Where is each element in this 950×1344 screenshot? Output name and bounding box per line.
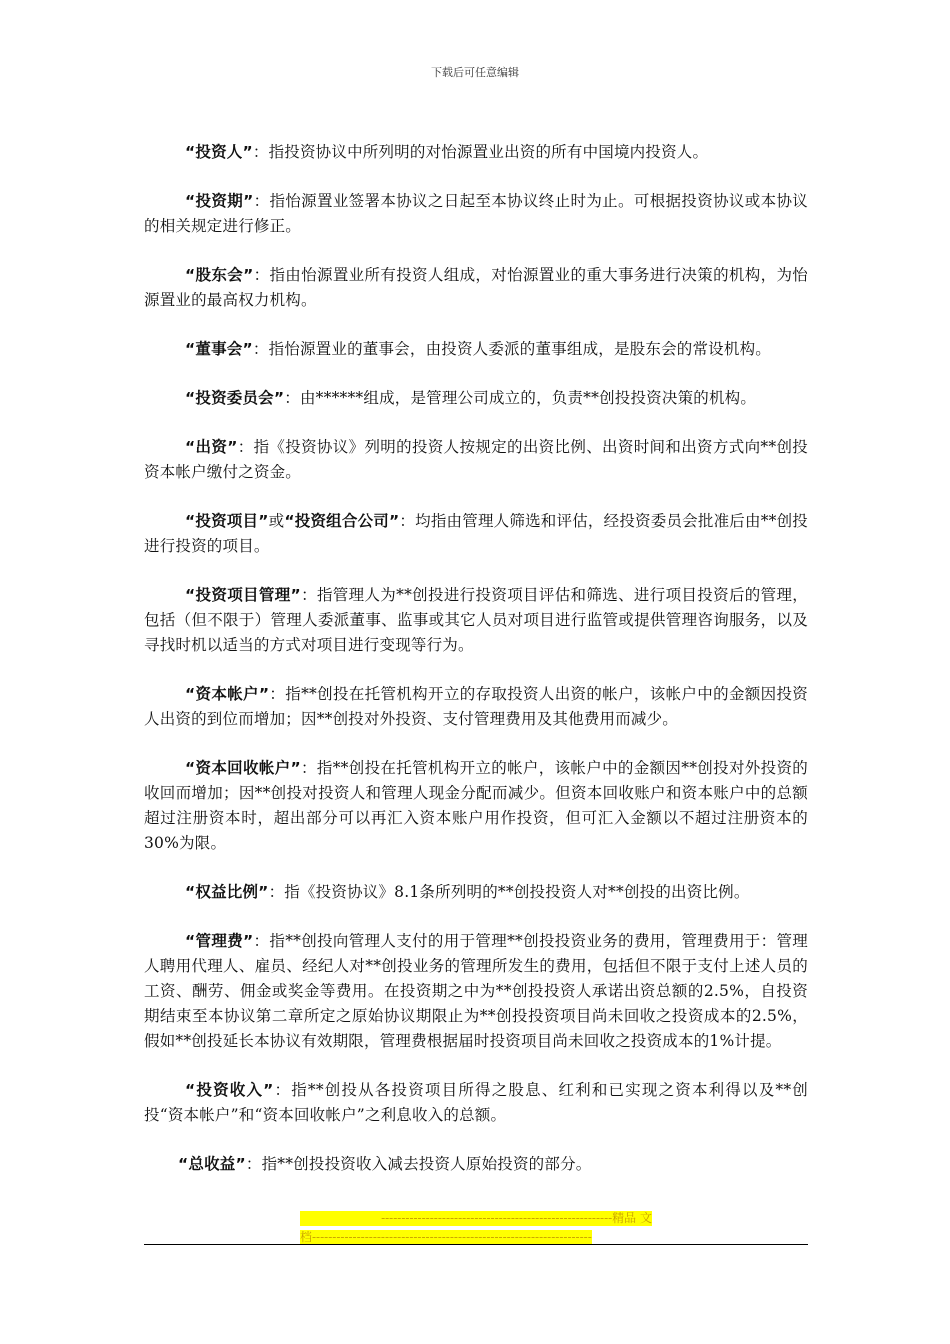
- term: “总收益”: [178, 1155, 246, 1173]
- footer-rule: [144, 1244, 808, 1245]
- definition-total-return: “总收益”：指**创投投资收入减去投资人原始投资的部分。: [178, 1155, 592, 1173]
- definition-text: 指怡源置业的董事会，由投资人委派的董事组成，是股东会的常设机构。: [268, 340, 771, 358]
- term: “投资收入”: [185, 1081, 274, 1099]
- definition-text: 指**创投投资收入减去投资人原始投资的部分。: [261, 1155, 592, 1173]
- definition-text: 指由怡源置业所有投资人组成，对怡源置业的重大事务进行决策的机构，为怡源置业的最高权力机构。: [144, 266, 809, 309]
- term: “投资项目”: [185, 512, 269, 530]
- definition-capital-account: “资本帐户”：指**创投在托管机构开立的存取投资人出资的帐户，该帐户中的金额因投资人出资的到位而增加；因**创投对外投资、支付管理费用及其他费用而减少。: [144, 685, 809, 728]
- definition-text: 指投资协议中所列明的对怡源置业出资的所有中国境内投资人。: [268, 143, 709, 161]
- term: “管理费”: [185, 932, 254, 950]
- term: “资本帐户”: [185, 685, 270, 703]
- definition-text: 指《投资协议》8.1条所列明的**创投投资人对**创投的出资比例。: [284, 883, 750, 901]
- definition-text: 指怡源置业签署本协议之日起至本协议终止时为止。可根据投资协议或本协议的相关规定进行修正。: [144, 192, 809, 235]
- definition-shareholders-meeting: “股东会”：指由怡源置业所有投资人组成，对怡源置业的重大事务进行决策的机构，为怡源置业的最高权力机构。: [144, 266, 809, 309]
- definition-capital-recovery-account: “资本回收帐户”：指**创投在托管机构开立的帐户，该帐户中的金额因**创投对外投资的收回而增加；因**创投对投资人和管理人现金分配而减少。但资本回收账户和资本账户中的总额超过注册资本时，超出部分可以再汇入资本账户用作投资，但可汇入金额以不超过注册资本的30%为限。: [144, 759, 808, 852]
- definition-investment-income: “投资收入”：指**创投从各投资项目所得之股息、红利和已实现之资本利得以及**创投“资本帐户”和“资本回收帐户”之利息收入的总额。: [144, 1081, 809, 1124]
- definition-equity-ratio: “权益比例”：指《投资协议》8.1条所列明的**创投投资人对**创投的出资比例。: [185, 883, 750, 901]
- term: “出资”: [185, 438, 238, 456]
- page-header: 下载后可任意编辑: [431, 66, 519, 79]
- definition-text: 指**创投在托管机构开立的帐户，该帐户中的金额因**创投对外投资的收回而增加；因**创投对投资人和管理人现金分配而减少。但资本回收账户和资本账户中的总额超过注册资本时，超出部分可以再汇入资本账户用作投资，但可汇入金额以不超过注册资本的30%为限。: [144, 759, 808, 852]
- definition-investor: “投资人”：指投资协议中所列明的对怡源置业出资的所有中国境内投资人。: [185, 143, 709, 161]
- definition-investment-period: “投资期”：指怡源置业签署本协议之日起至本协议终止时为止。可根据投资协议或本协议的相关规定进行修正。: [144, 192, 809, 235]
- definition-project-management: “投资项目管理”：指管理人为**创投进行投资项目评估和筛选、进行项目投资后的管理，包括（但不限于）管理人委派董事、监事或其它人员对项目进行监管或提供管理咨询服务，以及寻找时机以适当的方式对项目进行变现等行为。: [144, 586, 808, 654]
- definition-text: 指**创投从各投资项目所得之股息、红利和已实现之资本利得以及**创投“资本帐户”和“资本回收帐户”之利息收入的总额。: [144, 1081, 809, 1124]
- definition-text: 指管理人为**创投进行投资项目评估和筛选、进行项目投资后的管理，包括（但不限于）管理人委派董事、监事或其它人员对项目进行监管或提供管理咨询服务，以及寻找时机以适当的方式对项目进行变现等行为。: [144, 586, 808, 654]
- footer-line-2: 档---------------------------------------------------------------------: [300, 1230, 592, 1244]
- term: “投资期”: [185, 192, 254, 210]
- term: “资本回收帐户”: [185, 759, 301, 777]
- definition-text: 由******组成，是管理公司成立的，负责**创投投资决策的机构。: [299, 389, 757, 407]
- footer-line-1: ---------------------------------------------------------精品 文: [300, 1211, 652, 1226]
- term: “投资组合公司”: [284, 512, 400, 530]
- definition-capital-contribution: “出资”：指《投资协议》列明的投资人按规定的出资比例、出资时间和出资方式向**创投资本帐户缴付之资金。: [144, 438, 808, 481]
- definition-management-fee: “管理费”：指**创投向管理人支付的用于管理**创投投资业务的费用，管理费用于：管理人聘用代理人、雇员、经纪人对**创投业务的管理所发生的费用，包括但不限于支付上述人员的工资、酬劳、佣金或奖金等费用。在投资期之中为**创投投资人承诺出资总额的2.5%，自投资期结束至本协议第二章所定之原始协议期限止为**创投投资项目尚未回收之投资成本的2.5%，假如**创投延长本协议有效期限，管理费根据届时投资项目尚未回收之投资成本的1%计提。: [144, 932, 809, 1050]
- term: “投资委员会”: [185, 389, 285, 407]
- term: “董事会”: [185, 340, 253, 358]
- term: “股东会”: [185, 266, 254, 284]
- definition-text: 指**创投在托管机构开立的存取投资人出资的帐户，该帐户中的金额因投资人出资的到位而增加；因**创投对外投资、支付管理费用及其他费用而减少。: [144, 685, 809, 728]
- definition-investment-project: “投资项目”或“投资组合公司”：均指由管理人筛选和评估，经投资委员会批准后由**创投进行投资的项目。: [144, 512, 809, 555]
- definitions-body: [144, 140, 808, 1177]
- definition-text: 指**创投向管理人支付的用于管理**创投投资业务的费用，管理费用于：管理人聘用代理人、雇员、经纪人对**创投业务的管理所发生的费用，包括但不限于支付上述人员的工资、酬劳、佣金或奖金等费用。在投资期之中为**创投投资人承诺出资总额的2.5%，自投资期结束至本协议第二章所定之原始协议期限止为**创投投资项目尚未回收之投资成本的2.5%，假如**创投延长本协议有效期限，管理费根据届时投资项目尚未回收之投资成本的1%计提。: [144, 932, 809, 1050]
- term: “投资项目管理”: [185, 586, 301, 604]
- definition-board: “董事会”：指怡源置业的董事会，由投资人委派的董事组成，是股东会的常设机构。: [185, 340, 771, 358]
- term: “投资人”: [185, 143, 253, 161]
- term: “权益比例”: [185, 883, 269, 901]
- definition-text: 均指由管理人筛选和评估，经投资委员会批准后由**创投进行投资的项目。: [144, 512, 809, 555]
- definition-investment-committee: “投资委员会”：由******组成，是管理公司成立的，负责**创投投资决策的机构。: [185, 389, 757, 407]
- footer-watermark: [300, 1211, 652, 1245]
- definition-text: 指《投资协议》列明的投资人按规定的出资比例、出资时间和出资方式向**创投资本帐户缴付之资金。: [144, 438, 808, 481]
